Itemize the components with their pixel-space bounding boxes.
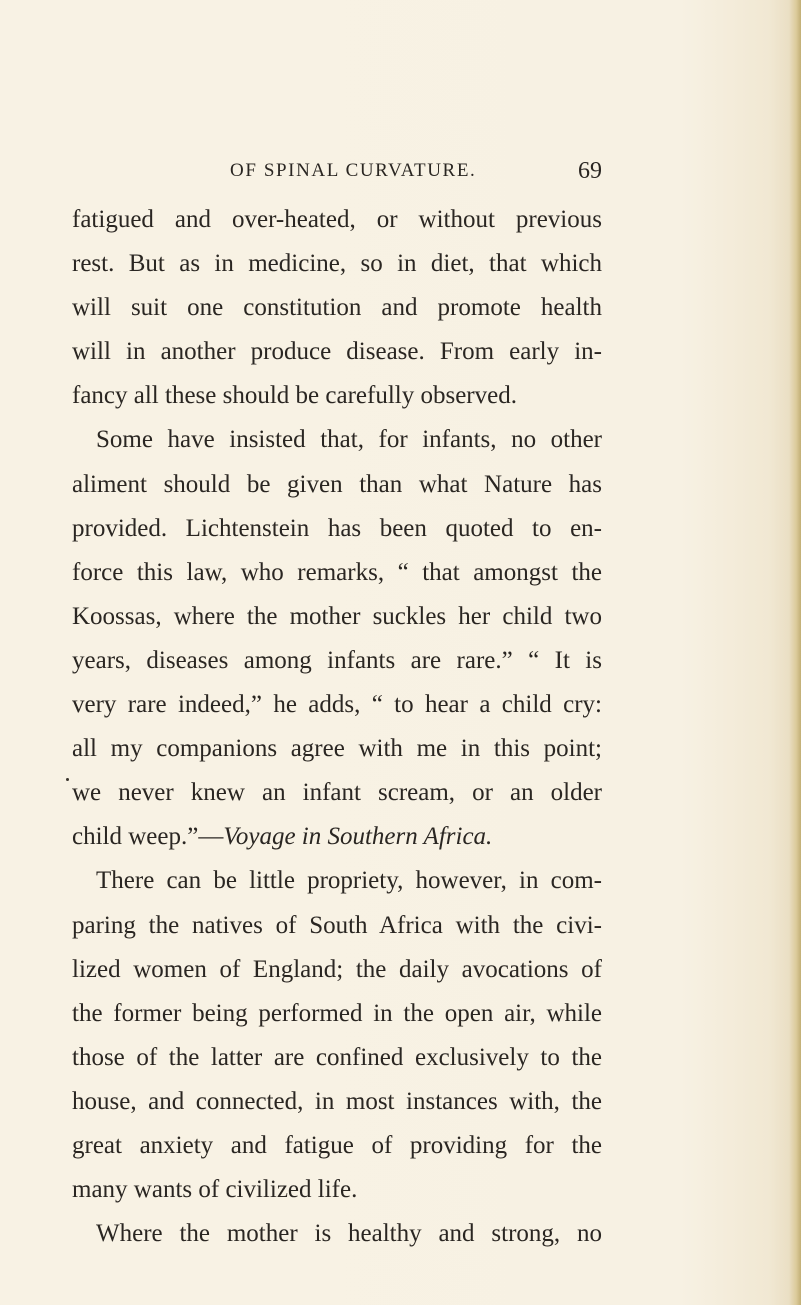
text-line: years, diseases among infants are rare.” “ It is [72, 646, 602, 674]
ink-speck [66, 778, 69, 781]
page-number: 69 [578, 158, 602, 184]
text-line: those of the latter are confined exclusively to the [72, 1043, 602, 1071]
text-line: force this law, who remarks, “ that amongst the [72, 558, 602, 586]
text-line: aliment should be given than what Nature has [72, 470, 602, 498]
text-line: house, and connected, in most instances with, the [72, 1087, 602, 1115]
text-line: provided. Lichtenstein has been quoted to en- [72, 514, 602, 542]
text-line: many wants of civilized life. [72, 1176, 358, 1204]
text-line: we never knew an infant scream, or an older [72, 779, 602, 807]
text-line: all my companions agree with me in this point; [72, 735, 602, 763]
text-line: fancy all these should be carefully observed. [72, 382, 517, 410]
text-line: fatigued and over-heated, or without previous [72, 206, 602, 233]
citation: Voyage in Southern Africa. [223, 823, 493, 851]
text-line: rest. But as in medicine, so in diet, that which [72, 250, 602, 278]
text-line: Where the mother is healthy and strong, no [96, 1220, 602, 1248]
text-line: will in another produce disease. From early in- [72, 338, 602, 366]
running-head: OF SPINAL CURVATURE. [230, 160, 477, 181]
text-line: paring the natives of South Africa with the civi- [72, 911, 602, 939]
text-line: There can be little propriety, however, in com- [96, 867, 602, 895]
text-line: Some have insisted that, for infants, no other [96, 426, 602, 454]
text-line: the former being performed in the open air, while [72, 999, 602, 1027]
page-header [230, 158, 602, 188]
text-line: very rare indeed,” he adds, “ to hear a child cry: [72, 691, 602, 719]
body-text [72, 198, 602, 1256]
text-line: will suit one constitution and promote health [72, 294, 602, 322]
text-line-with-citation [72, 815, 602, 859]
text-line: Koossas, where the mother suckles her child two [72, 602, 602, 630]
page-edge-shadow [789, 0, 801, 1305]
text-line: great anxiety and fatigue of providing for the [72, 1131, 602, 1159]
text-line: lized women of England; the daily avocations of [72, 955, 602, 983]
quote-end: child weep.”— [72, 823, 224, 851]
